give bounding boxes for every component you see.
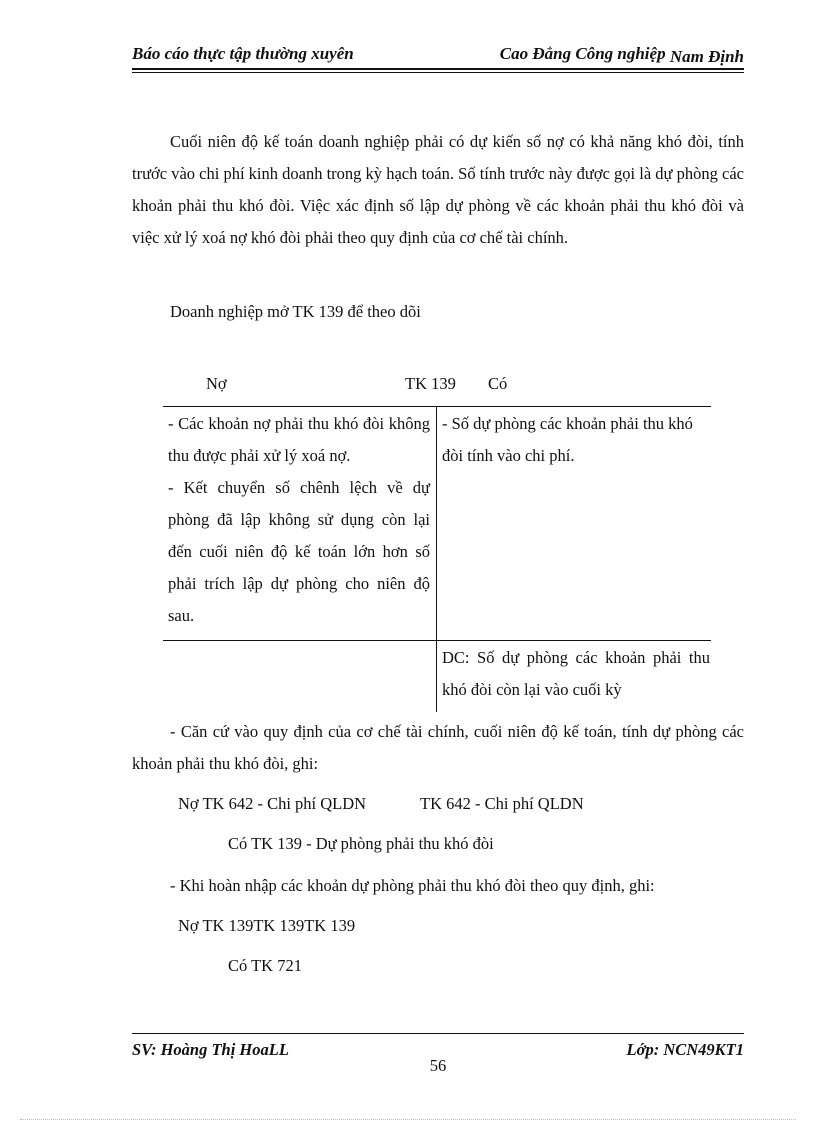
footer-class: Lớp: NCN49KT1 [626, 1040, 744, 1059]
intro-paragraph: Cuối niên độ kế toán doanh nghiệp phải có dự kiến số nợ có khả năng khó đòi, tính trước vào chi phí kinh doanh trong kỳ hạch toán. Số tính trước này được gọi là dự phòng các khoản phải thu khó đòi. Việc xác định số lập dự phòng về các khoản phải thu khó đòi và việc xử lý xoá nợ khó đòi phải theo quy định của cơ chế tài chính. [132, 132, 744, 247]
closing-balance: DC: Số dự phòng các khoản phải thu khó đòi còn lại vào cuối kỳ [442, 648, 710, 699]
t-account-title: TK 139 [405, 374, 456, 393]
t-account-credit-label: Có [488, 374, 508, 393]
page-bottom-dotted-border [20, 1119, 796, 1120]
header-rule-thin [132, 72, 744, 73]
journal-debit-1: Nợ TK 642 - Chi phí QLDN [178, 794, 367, 813]
debit-entry: - Các khoản nợ phải thu khó đòi không thu được phải xử lý xoá nợ. [168, 414, 430, 465]
credit-entry: - Số dự phòng các khoản phải thu khó đòi tính vào chi phí. [442, 414, 693, 465]
t-account-balance-rule [163, 640, 711, 641]
page-number: 56 [429, 1056, 447, 1075]
reversal-paragraph: - Khi hoàn nhập các khoản dự phòng phải thu khó đòi theo quy định, ghi: [170, 876, 655, 895]
header-school-city: Nam Định [669, 47, 744, 66]
header-report-title: Báo cáo thực tập thường xuyên [132, 44, 354, 63]
journal-debit-1-dup: TK 642 - Chi phí QLDN [420, 794, 584, 813]
header-school-name [500, 44, 744, 64]
journal-credit-2: Có TK 721 [228, 956, 302, 975]
t-account-top-rule [163, 406, 711, 407]
t-account-debit-label: Nợ [206, 374, 227, 393]
footer-student: SV: Hoàng Thị HoaLL [132, 1040, 289, 1059]
header-school-main: Cao Đẳng Công nghiệp [499, 44, 666, 63]
journal-credit-1: Có TK 139 - Dự phòng phải thu khó đòi [228, 834, 494, 853]
t-account-divider [436, 406, 437, 712]
account-intro-line: Doanh nghiệp mở TK 139 để theo dõi [170, 302, 421, 321]
footer-rule [132, 1033, 744, 1034]
header-rule [132, 68, 744, 70]
provision-paragraph: - Căn cứ vào quy định của cơ chế tài chính, cuối niên độ kế toán, tính dự phòng các khoản phải thu khó đòi, ghi: [132, 722, 744, 773]
debit-entry: - Kết chuyển số chênh lệch về dự phòng đã lập không sử dụng còn lại đến cuối niên độ kế toán lớn hơn số phải trích lập dự phòng cho niên độ sau. [168, 478, 430, 625]
page-header [132, 44, 744, 68]
journal-debit-2: Nợ TK 139TK 139TK 139 [178, 916, 356, 935]
